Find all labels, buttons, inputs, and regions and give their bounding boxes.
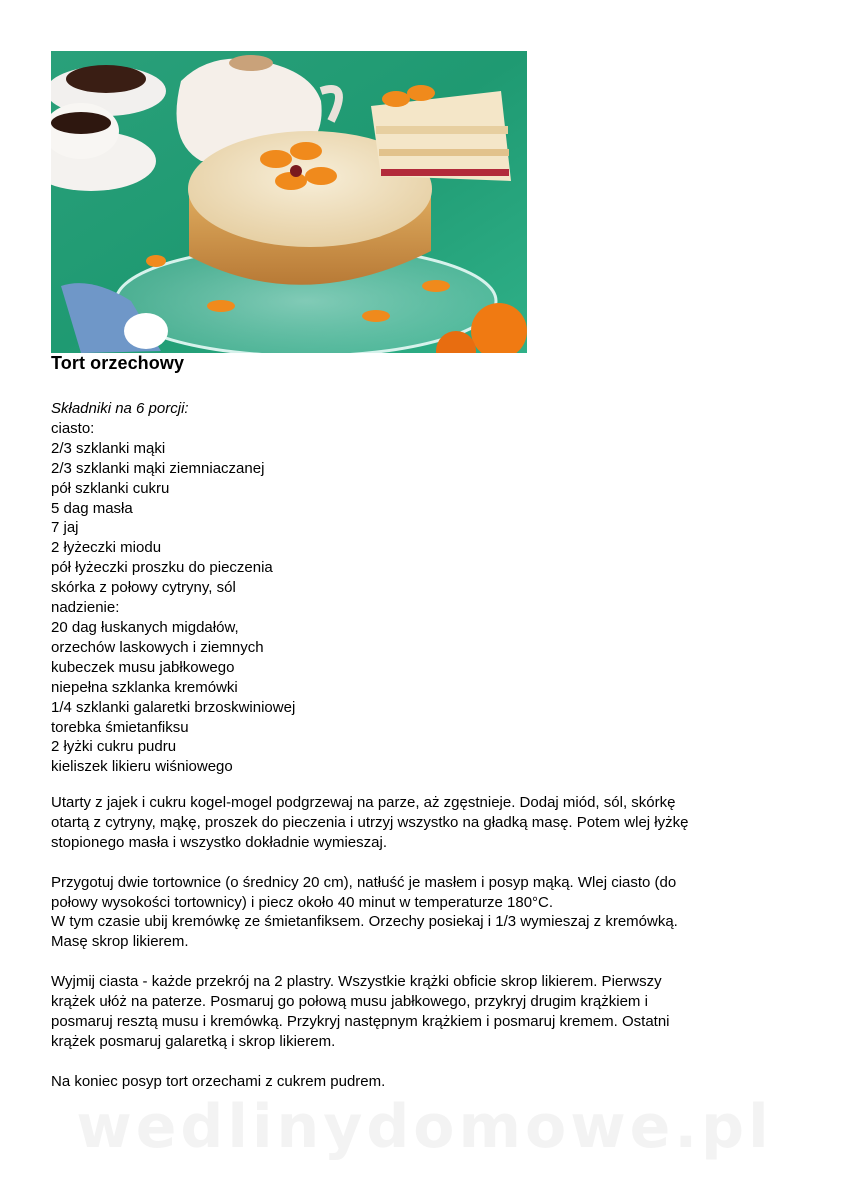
servings-heading: Składniki na 6 porcji: [51,400,189,417]
ingredients-list [51,399,295,777]
ingredient-item: 5 dag masła [51,499,133,517]
teapot-lid-shape [229,55,273,71]
step-paragraph [51,793,811,853]
ingredient-item: 2/3 szklanki mąki ziemniaczanej [51,459,265,477]
slice-jam-shape [381,169,509,176]
cherry-decoration [290,165,302,177]
coffee-shape [51,112,111,134]
step-line: krążek ułóż na paterze. Posmaruj go połową musu jabłkowego, przykryj drugim krążkiem i [51,993,648,1011]
cake-photo [51,51,527,353]
step-line: Na koniec posyp tort orzechami z cukrem pudrem. [51,1072,386,1090]
slice-layer-shape [376,126,508,134]
ingredient-item: pół łyżeczki proszku do pieczenia [51,559,273,577]
ingredient-item: 2 łyżeczki miodu [51,539,162,557]
sugar-shaker-cap-shape [124,313,168,349]
step-line: połowy wysokości tortownicy) i piecz około 40 minut w temperaturze 180°C. [51,893,554,911]
ingredient-item: 2 łyżki cukru pudru [51,738,177,756]
ingredient-item: ciasto: [51,419,95,437]
step-line: Utarty z jajek i cukru kogel-mogel podgrzewaj na parze, aż zgęstnieje. Dodaj miód, sól, skórkę [51,794,676,811]
ingredient-item: orzechów laskowych i ziemnych [51,638,264,656]
step-line: Masę skrop likierem. [51,933,189,951]
ingredient-item: nadzienie: [51,599,120,617]
ingredient-item: 20 dag łuskanych migdałów, [51,618,239,636]
coffee-cup-shape [66,65,146,93]
ingredient-item: kubeczek musu jabłkowego [51,658,235,676]
ingredient-item: pół szklanki cukru [51,479,170,497]
step-line: W tym czasie ubij kremówkę ze śmietanfiksem. Orzechy posiekaj i 1/3 wymieszaj z kremówką. [51,913,678,931]
recipe-title: Tort orzechowy [51,353,185,373]
step-line: posmaruj resztą musu i kremówką. Przykryj następnym krążkiem i posmaruj kremem. Ostatni [51,1012,670,1030]
step-paragraph [51,972,811,1052]
ingredient-item: 2/3 szklanki mąki [51,439,166,457]
cake-illustration [51,51,527,353]
ingredient-item: torebka śmietanfiksu [51,718,189,736]
step-line: stopionego masła i wszystko dokładnie wymieszaj. [51,833,387,851]
step-line: Wyjmij ciasta - każde przekrój na 2 plastry. Wszystkie krążki obficie skrop likierem. Pierwszy [51,973,662,991]
preparation-steps [51,793,811,1111]
slice-layer-shape [379,149,509,156]
step-paragraph [51,873,811,953]
ingredient-item: kieliszek likieru wiśniowego [51,758,233,776]
step-paragraph [51,1072,811,1092]
ingredient-item: skórka z połowy cytryny, sól [51,579,236,597]
step-line: krążek posmaruj galaretką i skrop likierem. [51,1032,336,1050]
watermark: wedlinydomowe.pl [76,1092,773,1162]
step-line: Przygotuj dwie tortownice (o średnicy 20 cm), natłuść je masłem i posyp mąką. Wlej ciasto (do [51,873,677,891]
ingredient-item: 7 jaj [51,519,79,537]
ingredient-item: 1/4 szklanki galaretki brzoskwiniowej [51,698,296,716]
ingredient-item: niepełna szklanka kremówki [51,678,238,696]
step-line: otartą z cytryny, mąkę, proszek do pieczenia i utrzyj wszystko na gładką masę. Potem wlej łyżkę [51,813,689,831]
